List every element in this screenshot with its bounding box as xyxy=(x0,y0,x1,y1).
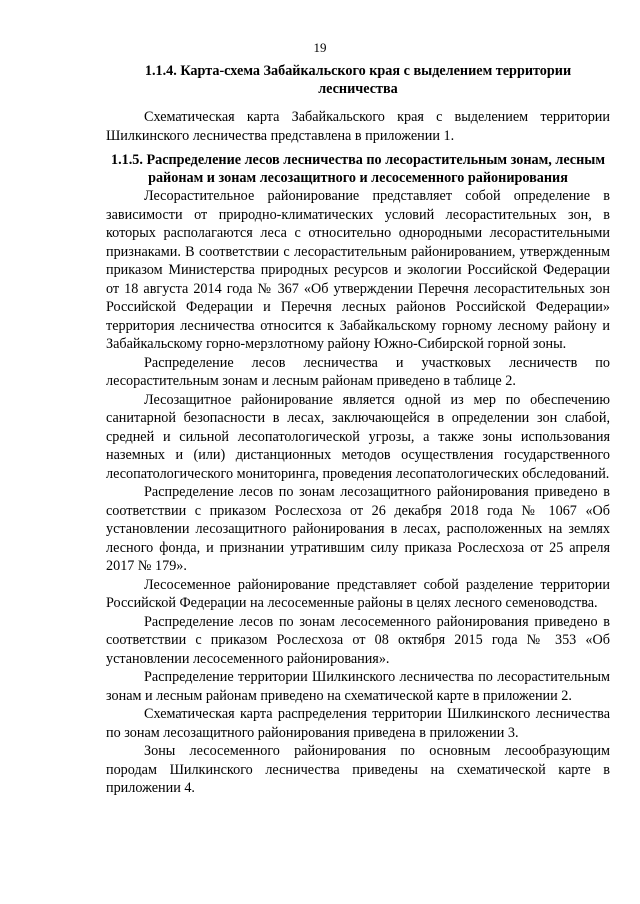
section-heading-1-1-5: 1.1.5. Распределение лесов лесничества по лесорастительным зонам, лесным районам и зонам лесозащитного и лесосеменного районирования xyxy=(110,152,606,186)
document-body xyxy=(106,62,610,798)
paragraph: Схематическая карта распределения территории Шилкинского лесничества по зонам лесозащитного районирования приведена в приложении 3. xyxy=(106,706,610,741)
paragraph: Распределение территории Шилкинского лесничества по лесорастительным зонам и лесным районам приведено на схематической карте в приложении 2. xyxy=(106,669,610,704)
paragraph: Распределение лесов по зонам лесосеменного районирования приведено в соответствии с приказом Рослесхоза от 08 октября 2015 года № 353 «Об установлении лесосеменного районирования». xyxy=(106,613,610,667)
paragraph: Распределение лесов лесничества и участковых лесничеств по лесорастительным зонам и лесным районам приведено в таблице 2. xyxy=(106,354,610,389)
paragraph: Зоны лесосеменного районирования по основным лесообразующим породам Шилкинского лесничества приведены на схематической карте в приложении 4. xyxy=(106,743,610,796)
page-number: 19 xyxy=(313,40,327,55)
paragraph: Схематическая карта Забайкальского края с выделением территории Шилкинского лесничества представлена в приложении 1. xyxy=(106,109,610,144)
paragraph: Распределение лесов по зонам лесозащитного районирования приведено в соответствии с приказом Рослесхоза от 26 декабря 2018 года № 1067 «Об установлении лесозащитного районирования в лесах, расположенных на землях лесного фонда, и признании утратившим силу приказа Рослесхоза от 25 апреля 2017 № 179». xyxy=(106,484,610,574)
paragraph: Лесозащитное районирование является одной из мер по обеспечению санитарной безопасности в лесах, заключающейся в определении зон слабой, средней и сильной лесопатологической угрозы, а также зоны использования наземных и (или) дистанционных методов осуществления государственного лесопатологического мониторинга, проведения лесопатологических обследований. xyxy=(106,391,610,482)
paragraph: Лесорастительное районирование представляет собой определение в зависимости от природно-климатических условий лесорастительных зон, в которых располагаются леса с относительно однородными лесорастительными признаками. В соответствии с лесорастительным районированием, утвержденным приказом Министерства природных ресурсов и экологии Российской Федерации от 18 августа 2014 года № 367 «Об утверждении Перечня лесорастительных зон Российской Федерации и Перечня лесных районов Российской Федерации» территория лесничества относится к Забайкальскому горному лесному району и Забайкальскому горно-мерзлотному району Южно-Сибирской горной зоны. xyxy=(106,188,610,352)
paragraph: Лесосеменное районирование представляет собой разделение территории Российской Федерации на лесосеменные районы в целях лесного семеноводства. xyxy=(106,576,610,611)
section-heading-1-1-4: 1.1.4. Карта-схема Забайкальского края с выделением территории лесничества xyxy=(144,63,572,97)
